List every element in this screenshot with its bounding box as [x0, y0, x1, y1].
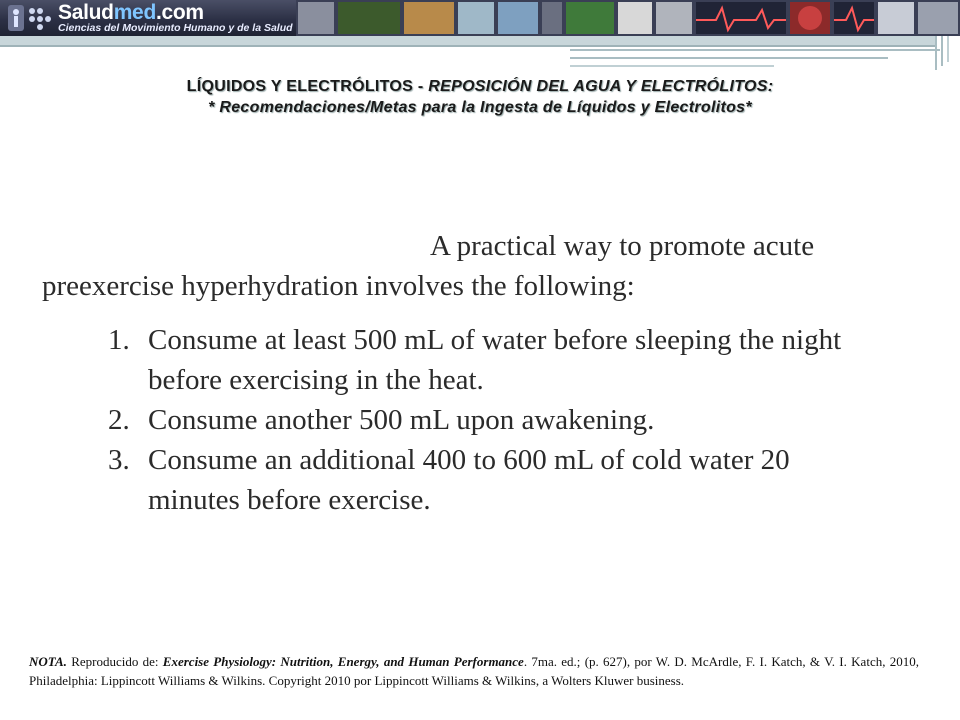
list-item: 2. Consume another 500 mL upon awakening.	[108, 404, 655, 436]
decorative-lines	[560, 46, 960, 76]
slide-title: LÍQUIDOS Y ELECTRÓLITOS - REPOSICIÓN DEL AGUA Y ELECTRÓLITOS:	[186, 78, 774, 95]
intro-line-1: A practical way to promote acute	[430, 230, 815, 262]
site-logo-text: Saludmed.com	[58, 1, 204, 24]
decorative-corner-lines	[930, 36, 960, 70]
intro-line-2: preexercise hyperhydration involves the following:	[42, 270, 635, 302]
list-item: 1. Consume at least 500 mL of water before sleeping the night before exercising in the heat.	[108, 324, 842, 396]
source-note: NOTA. Reproducido de: Exercise Physiology: Nutrition, Energy, and Human Performance. 7ma. ed.; (p. 627), por W. D. McArdle, F. I. Katch, & V. I. Katch, 2010, Philadelphia: Lippincott Williams & Wilkins. Copyright 2010 por Lippincott Williams & Wilkins, a Wolters Kluwer business.	[29, 654, 919, 688]
slide-subtitle: * Recomendaciones/Metas para la Ingesta de Líquidos y Electrolitos*	[208, 99, 752, 116]
hyperhydration-text-block	[42, 226, 902, 520]
recommendations-list	[42, 320, 902, 520]
salud-logo-icon	[6, 3, 56, 33]
header-banner	[0, 0, 960, 36]
list-item: 3. Consume an additional 400 to 600 mL of cold water 20 minutes before exercise.	[108, 444, 790, 516]
site-tagline: Ciencias del Movimiento Humano y de la Salud	[58, 22, 293, 34]
banner-photo-strip	[296, 0, 960, 36]
